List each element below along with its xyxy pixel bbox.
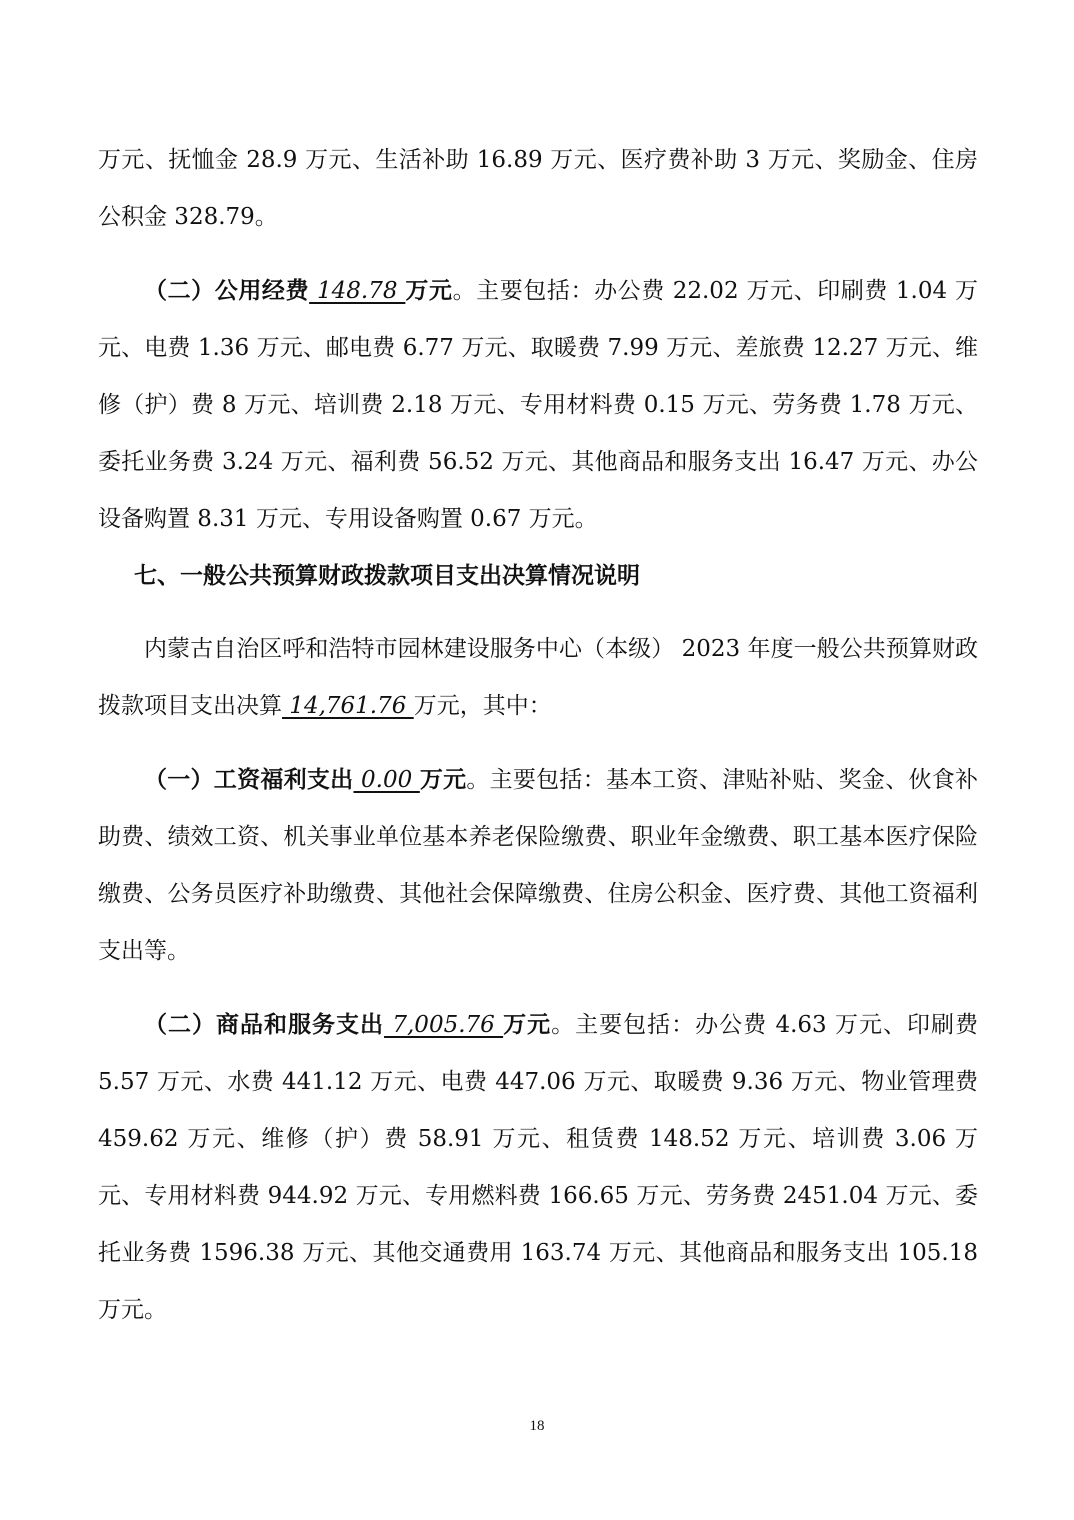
amount-unit: 万元 xyxy=(503,1011,552,1038)
paragraph-text: 。主要包括：办公费 22.02 万元、印刷费 1.04 万元、电费 1.36 万元、邮电费 6.77 万元、取暖费 7.99 万元、差旅费 12.27 万元、维修（护）费 8 万元、培训费 2.18 万元、专用材料费 0.15 万元、劳务费 1.78 万元、委托业务费 3.24 万元、福利费 56.52 万元、其他商品和服务支出 16.47 万元、办公设备购置 8.31 万元、专用设备购置 0.67 万元。 xyxy=(98,278,978,532)
page-number: 18 xyxy=(529,1418,545,1434)
paragraph-personnel-continued xyxy=(98,132,978,246)
paragraph-text: 。主要包括：办公费 4.63 万元、印刷费 5.57 万元、水费 441.12 万元、电费 447.06 万元、取暖费 9.36 万元、物业管理费 459.62 万元、维修（护）费 58.91 万元、租赁费 148.52 万元、培训费 3.06 万元、专用材料费 944.92 万元、专用燃料费 166.65 万元、劳务费 2451.04 万元、委托业务费 1596.38 万元、其他交通费用 163.74 万元、其他商品和服务支出 105.18 万元。 xyxy=(98,1012,979,1323)
section-label: （一）工资福利支出 xyxy=(144,766,354,793)
document-body xyxy=(98,132,978,1339)
paragraph-project-expenditure xyxy=(98,621,978,735)
amount-unit: 万元 xyxy=(419,766,467,793)
amount-underlined: 14,761.76 xyxy=(282,693,414,719)
paragraph-text-tail: 万元，其中： xyxy=(413,693,552,719)
amount-underlined: 0.00 xyxy=(353,767,420,793)
section-label: （二）公用经费 xyxy=(144,277,310,304)
paragraph-text: 万元、抚恤金 28.9 万元、生活补助 16.89 万元、医疗费补助 3 万元、奖励金、住房公积金 328.79。 xyxy=(98,147,978,230)
paragraph-public-expenses xyxy=(98,262,978,548)
paragraph-wages-welfare xyxy=(98,751,978,980)
paragraph-goods-services xyxy=(98,996,978,1339)
section-heading-7: 七、一般公共预算财政拨款项目支出决算情况说明 xyxy=(134,563,640,589)
paragraph-text: 内蒙古自治区呼和浩特市园林建设服务中心（本级） 2023 年度一般公共预算财政拨款项目支出决算 xyxy=(98,636,978,719)
amount-unit: 万元 xyxy=(405,277,453,304)
amount-underlined: 7,005.76 xyxy=(384,1012,504,1038)
amount-underlined: 148.78 xyxy=(309,278,406,304)
section-label: （二）商品和服务支出 xyxy=(144,1011,385,1038)
paragraph-text: 。主要包括：基本工资、津贴补贴、奖金、伙食补助费、绩效工资、机关事业单位基本养老保险缴费、职业年金缴费、职工基本医疗保险缴费、公务员医疗补助缴费、其他社会保障缴费、住房公积金、医疗费、其他工资福利支出等。 xyxy=(98,767,979,964)
